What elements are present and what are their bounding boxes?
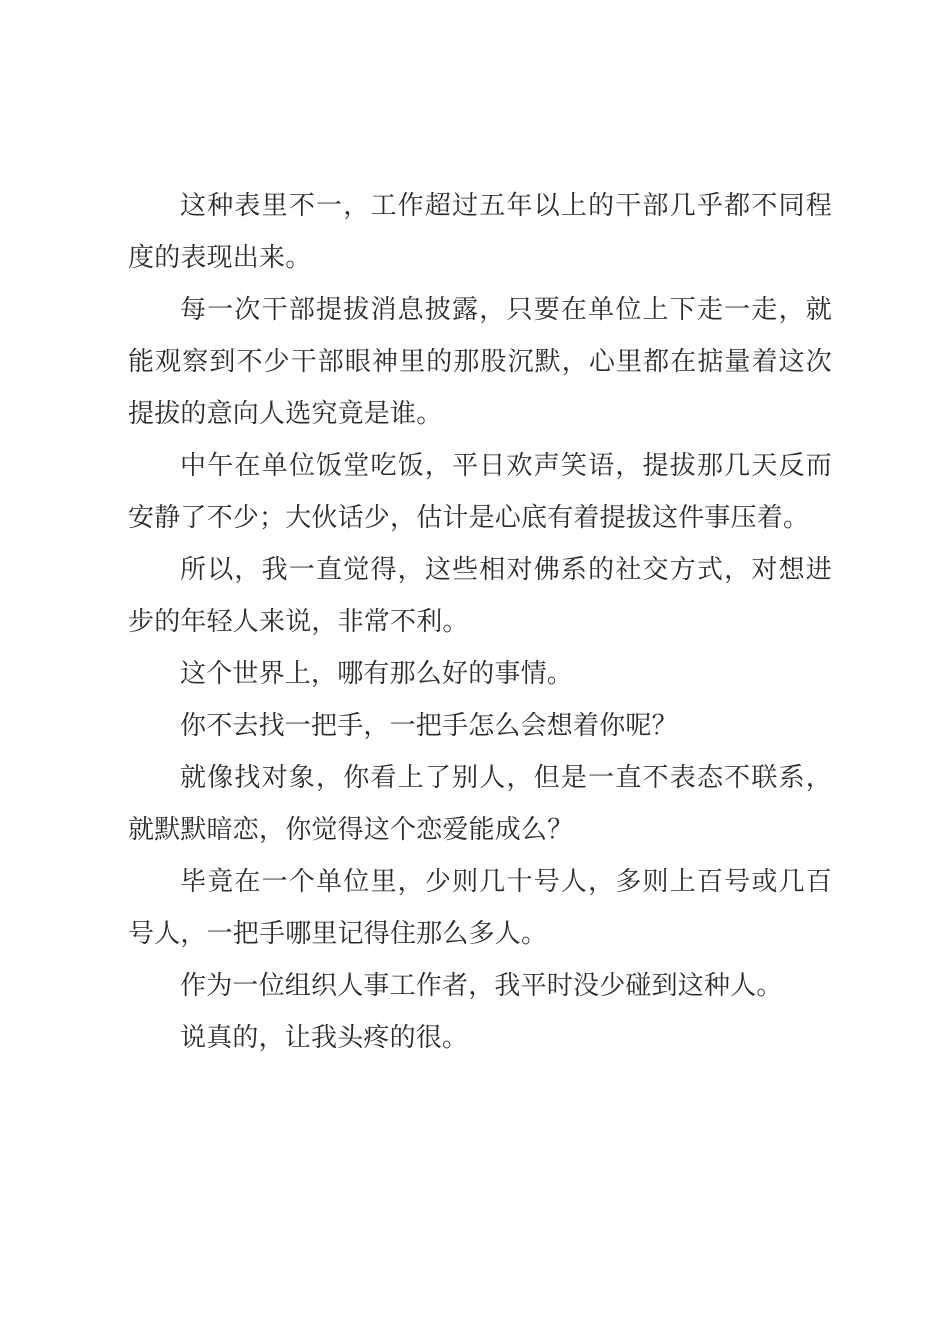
paragraph-9: 作为一位组织人事工作者，我平时没少碰到这种人。 (180, 971, 783, 1001)
paragraph-1: 这种表里不一，工作超过五年以上的干部几乎都不同程度的表现出来。 (128, 191, 832, 273)
paragraph-5: 这个世界上，哪有那么好的事情。 (180, 659, 574, 689)
paragraph-3: 中午在单位饭堂吃饭，平日欢声笑语，提拔那几天反而安静了不少；大伙话少，估计是心底有着提拔这件事压着。 (128, 451, 832, 533)
paragraph-8: 毕竟在一个单位里，少则几十号人，多则上百号或几百号人，一把手哪里记得住那么多人。 (128, 867, 832, 949)
paragraph-4: 所以，我一直觉得，这些相对佛系的社交方式，对想进步的年轻人来说，非常不利。 (128, 555, 832, 637)
paragraph-6: 你不去找一把手，一把手怎么会想着你呢？ (180, 711, 678, 741)
paragraph-2: 每一次干部提拔消息披露，只要在单位上下走一走，就能观察到不少干部眼神里的那股沉默，心里都在掂量着这次提拔的意向人选究竟是谁。 (128, 295, 832, 429)
paragraph-10: 说真的，让我头疼的很。 (180, 1023, 469, 1053)
document-body (128, 180, 832, 1064)
paragraph-7: 就像找对象，你看上了别人，但是一直不表态不联系，就默默暗恋，你觉得这个恋爱能成么？ (128, 763, 832, 845)
